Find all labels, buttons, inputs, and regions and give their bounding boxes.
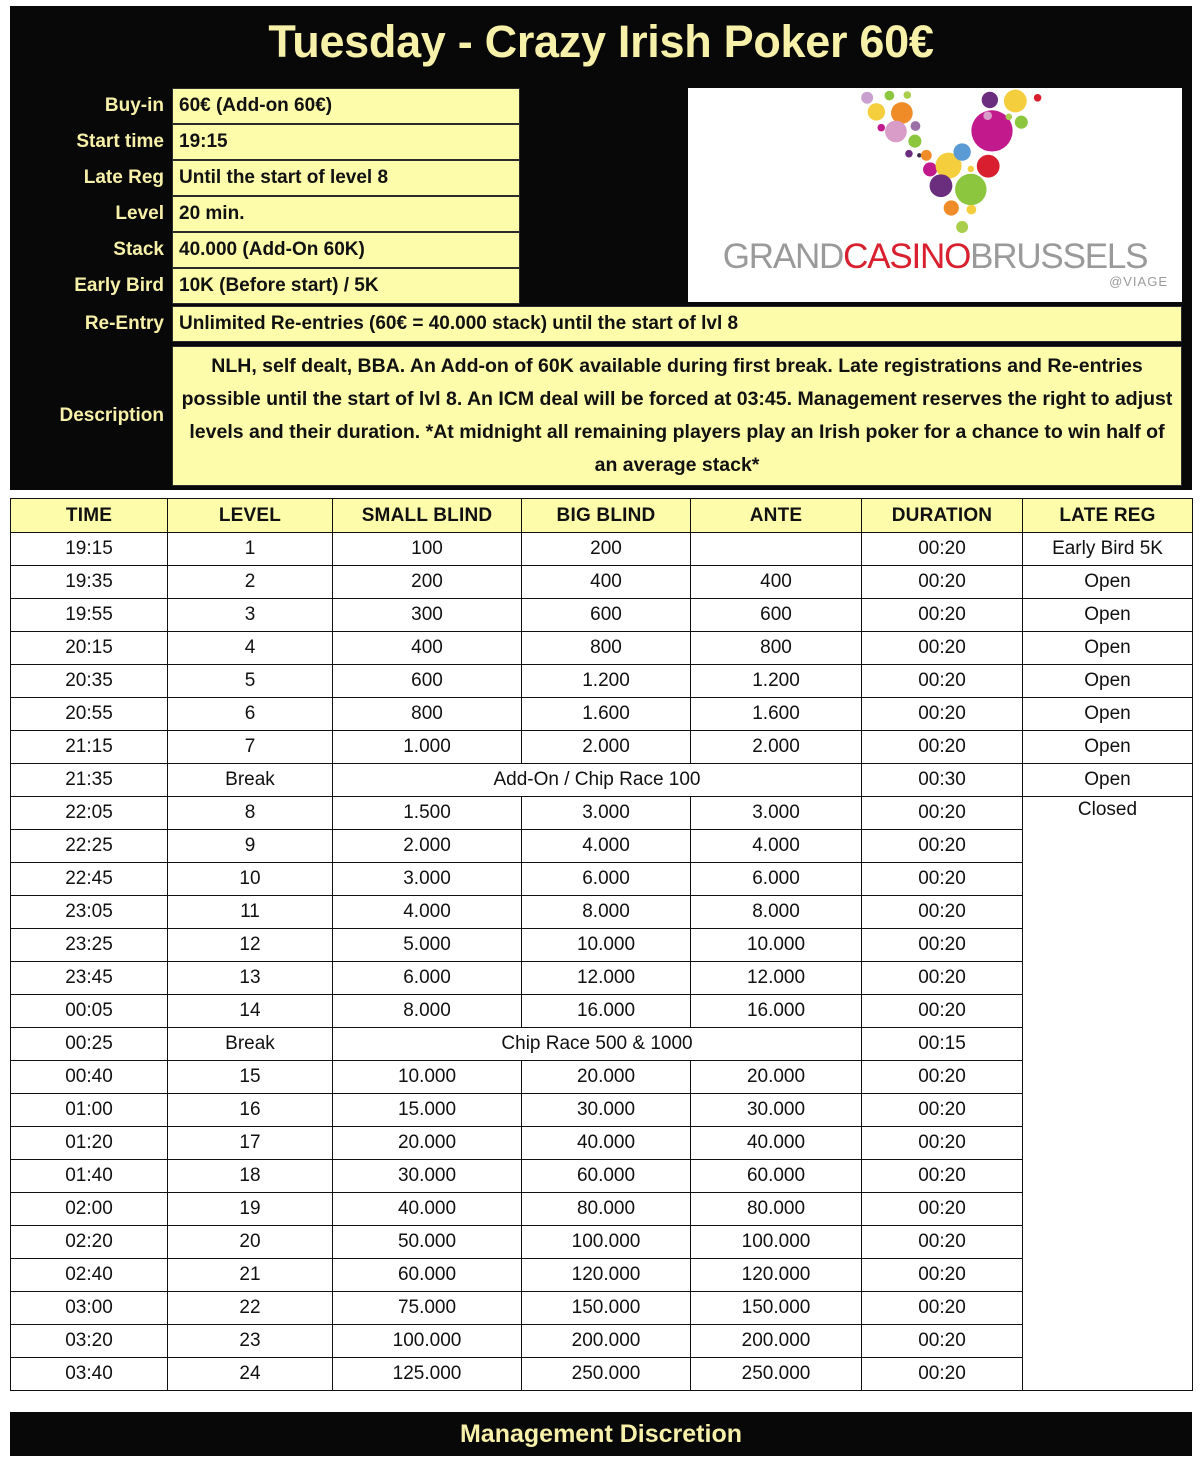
cell-small-blind: 4.000 [333,896,522,929]
table-row [11,1094,1193,1127]
cell-duration: 00:15 [862,1028,1023,1061]
info-label: Re-Entry [84,313,164,334]
cell-level: 3 [168,599,333,632]
cell-ante: 4.000 [691,830,862,863]
cell-duration: 00:20 [862,533,1023,566]
cell-small-blind: 300 [333,599,522,632]
table-header-row [11,499,1193,533]
cell-ante: 80.000 [691,1193,862,1226]
cell-small-blind: 60.000 [333,1259,522,1292]
cell-duration: 00:20 [862,731,1023,764]
cell-ante: 150.000 [691,1292,862,1325]
table-row [11,995,1193,1028]
cell-level: 13 [168,962,333,995]
blind-structure-table [10,498,1193,1391]
cell-small-blind: 75.000 [333,1292,522,1325]
cell-time: 00:40 [11,1061,168,1094]
cell-late-reg: Open [1023,632,1193,665]
cell-big-blind: 1.200 [522,665,691,698]
cell-break-note: Add-On / Chip Race 100 [333,764,862,797]
table-row [11,698,1193,731]
cell-small-blind: 10.000 [333,1061,522,1094]
cell-ante: 2.000 [691,731,862,764]
cell-time: 19:55 [11,599,168,632]
cell-break-note: Chip Race 500 & 1000 [333,1028,862,1061]
cell-level: 16 [168,1094,333,1127]
cell-small-blind: 400 [333,632,522,665]
cell-small-blind: 3.000 [333,863,522,896]
cell-small-blind: 200 [333,566,522,599]
cell-duration: 00:20 [862,1325,1023,1358]
cell-big-blind: 16.000 [522,995,691,1028]
table-row [11,665,1193,698]
table-row [11,1160,1193,1193]
cell-late-reg: Open [1023,764,1193,797]
cell-time: 02:00 [11,1193,168,1226]
cell-time: 01:40 [11,1160,168,1193]
table-row [11,830,1193,863]
info-value: Until the start of level 8 [172,160,520,196]
logo-tagline: @VIAGE [1109,274,1168,289]
cell-level-break: Break [168,1028,333,1061]
cell-duration: 00:20 [862,830,1023,863]
logo-word-grand: GRAND [722,237,844,276]
cell-time: 00:25 [11,1028,168,1061]
cell-time: 23:25 [11,929,168,962]
cell-time: 21:35 [11,764,168,797]
cell-time: 22:25 [11,830,168,863]
cell-time: 01:00 [11,1094,168,1127]
cell-time: 20:35 [11,665,168,698]
cell-small-blind: 100.000 [333,1325,522,1358]
cell-ante [691,533,862,566]
cell-ante: 8.000 [691,896,862,929]
column-header-duration: DURATION [862,499,1023,533]
logo-v-dots-icon [688,88,1182,240]
cell-late-reg: Early Bird 5K [1023,533,1193,566]
cell-level: 6 [168,698,333,731]
cell-big-blind: 6.000 [522,863,691,896]
cell-late-reg: Open [1023,731,1193,764]
cell-level: 9 [168,830,333,863]
cell-duration: 00:20 [862,1259,1023,1292]
cell-duration: 00:20 [862,665,1023,698]
cell-ante: 3.000 [691,797,862,830]
cell-ante: 6.000 [691,863,862,896]
logo-word-brussels: BRUSSELS [970,237,1148,276]
table-row [11,566,1193,599]
info-label: Stack [113,239,164,260]
cell-time: 03:00 [11,1292,168,1325]
cell-time: 02:20 [11,1226,168,1259]
cell-level: 21 [168,1259,333,1292]
break-row [11,764,1193,797]
table-row [11,1127,1193,1160]
table-row [11,1358,1193,1391]
cell-level: 8 [168,797,333,830]
cell-big-blind: 4.000 [522,830,691,863]
cell-ante: 400 [691,566,862,599]
cell-duration: 00:20 [862,962,1023,995]
cell-small-blind: 15.000 [333,1094,522,1127]
cell-small-blind: 800 [333,698,522,731]
cell-level: 1 [168,533,333,566]
cell-ante: 30.000 [691,1094,862,1127]
cell-level: 18 [168,1160,333,1193]
cell-level: 7 [168,731,333,764]
info-value: 19:15 [172,124,520,160]
cell-big-blind: 80.000 [522,1193,691,1226]
cell-duration: 00:20 [862,1127,1023,1160]
column-header-time: TIME [11,499,168,533]
info-label: Late Reg [83,167,164,188]
cell-big-blind: 60.000 [522,1160,691,1193]
table-row [11,929,1193,962]
cell-level: 24 [168,1358,333,1391]
cell-ante: 250.000 [691,1358,862,1391]
table-row [11,1259,1193,1292]
info-value: 60€ (Add-on 60€) [172,88,520,124]
info-value: 10K (Before start) / 5K [172,268,520,304]
cell-big-blind: 30.000 [522,1094,691,1127]
logo-word-casino: CASINO [843,237,971,276]
cell-big-blind: 10.000 [522,929,691,962]
cell-big-blind: 2.000 [522,731,691,764]
cell-small-blind: 40.000 [333,1193,522,1226]
cell-duration: 00:20 [862,698,1023,731]
cell-time: 00:05 [11,995,168,1028]
cell-big-blind: 250.000 [522,1358,691,1391]
cell-duration: 00:20 [862,995,1023,1028]
cell-small-blind: 100 [333,533,522,566]
cell-big-blind: 200.000 [522,1325,691,1358]
cell-duration: 00:20 [862,566,1023,599]
cell-small-blind: 8.000 [333,995,522,1028]
cell-duration: 00:30 [862,764,1023,797]
cell-duration: 00:20 [862,632,1023,665]
info-label: Start time [76,131,164,152]
cell-ante: 800 [691,632,862,665]
cell-big-blind: 150.000 [522,1292,691,1325]
table-row [11,632,1193,665]
cell-small-blind: 125.000 [333,1358,522,1391]
cell-time: 22:45 [11,863,168,896]
cell-level: 2 [168,566,333,599]
table-row [11,1226,1193,1259]
cell-big-blind: 20.000 [522,1061,691,1094]
cell-time: 23:45 [11,962,168,995]
cell-small-blind: 5.000 [333,929,522,962]
cell-small-blind: 20.000 [333,1127,522,1160]
column-header-big-blind: BIG BLIND [522,499,691,533]
cell-time: 22:05 [11,797,168,830]
cell-duration: 00:20 [862,863,1023,896]
table-row [11,533,1193,566]
page-title: Tuesday - Crazy Irish Poker 60€ [268,16,934,67]
cell-big-blind: 3.000 [522,797,691,830]
cell-duration: 00:20 [862,797,1023,830]
cell-ante: 40.000 [691,1127,862,1160]
description-text: NLH, self dealt, BBA. An Add-on of 60K available during first break. Late registrations and Re-entries possible until the start of lvl 8. An ICM deal will be forced at 03:45. Management reserves the right to adjust levels and their duration. *At midnight all remaining players play an Irish poker for a chance to win half of an average stack* [172,346,1182,486]
break-row [11,1028,1193,1061]
cell-duration: 00:20 [862,1193,1023,1226]
cell-big-blind: 400 [522,566,691,599]
cell-ante: 16.000 [691,995,862,1028]
cell-level: 5 [168,665,333,698]
cell-ante: 1.600 [691,698,862,731]
table-row [11,1292,1193,1325]
table-row [11,863,1193,896]
description-label: Description [59,405,164,426]
table-row [11,731,1193,764]
cell-ante: 200.000 [691,1325,862,1358]
cell-big-blind: 8.000 [522,896,691,929]
cell-late-reg: Open [1023,599,1193,632]
info-value: 40.000 (Add-On 60K) [172,232,520,268]
info-row [10,306,1192,342]
cell-level: 20 [168,1226,333,1259]
cell-small-blind: 6.000 [333,962,522,995]
cell-big-blind: 600 [522,599,691,632]
cell-duration: 00:20 [862,1226,1023,1259]
cell-duration: 00:20 [862,896,1023,929]
cell-small-blind: 600 [333,665,522,698]
cell-small-blind: 30.000 [333,1160,522,1193]
cell-small-blind: 1.000 [333,731,522,764]
table-body [11,533,1193,1391]
cell-big-blind: 800 [522,632,691,665]
cell-big-blind: 100.000 [522,1226,691,1259]
cell-duration: 00:20 [862,1358,1023,1391]
cell-ante: 10.000 [691,929,862,962]
cell-late-reg: Open [1023,566,1193,599]
casino-logo [688,88,1182,302]
cell-duration: 00:20 [862,1061,1023,1094]
cell-level: 22 [168,1292,333,1325]
info-label: Buy-in [104,95,164,116]
cell-duration: 00:20 [862,1160,1023,1193]
info-label: Early Bird [74,275,164,296]
table-header [11,499,1193,533]
table-row [11,599,1193,632]
table-row [11,962,1193,995]
cell-duration: 00:20 [862,1094,1023,1127]
column-header-small-blind: SMALL BLIND [333,499,522,533]
cell-level: 12 [168,929,333,962]
info-value: 20 min. [172,196,520,232]
description-row [10,346,1192,486]
column-header-ante: ANTE [691,499,862,533]
cell-ante: 12.000 [691,962,862,995]
table-row [11,797,1193,830]
cell-ante: 60.000 [691,1160,862,1193]
table-row [11,1325,1193,1358]
cell-time: 23:05 [11,896,168,929]
cell-late-reg: Open [1023,665,1193,698]
cell-big-blind: 1.600 [522,698,691,731]
column-header-late-reg: LATE REG [1023,499,1193,533]
cell-ante: 20.000 [691,1061,862,1094]
cell-time: 19:15 [11,533,168,566]
cell-level: 17 [168,1127,333,1160]
cell-level: 14 [168,995,333,1028]
table-row [11,1193,1193,1226]
cell-ante: 600 [691,599,862,632]
cell-level: 19 [168,1193,333,1226]
info-label: Level [115,203,164,224]
cell-ante: 100.000 [691,1226,862,1259]
info-value: Unlimited Re-entries (60€ = 40.000 stack) until the start of lvl 8 [172,306,1182,342]
cell-duration: 00:20 [862,599,1023,632]
cell-ante: 1.200 [691,665,862,698]
column-header-level: LEVEL [168,499,333,533]
footer-note: Management Discretion [10,1412,1192,1456]
cell-big-blind: 120.000 [522,1259,691,1292]
table-row [11,896,1193,929]
cell-time: 20:15 [11,632,168,665]
cell-time: 02:40 [11,1259,168,1292]
table-row [11,1061,1193,1094]
cell-level: 4 [168,632,333,665]
header-panel [10,6,1192,490]
cell-small-blind: 50.000 [333,1226,522,1259]
cell-time: 03:20 [11,1325,168,1358]
cell-ante: 120.000 [691,1259,862,1292]
cell-level: 15 [168,1061,333,1094]
cell-level: 10 [168,863,333,896]
cell-small-blind: 2.000 [333,830,522,863]
cell-late-reg: Open [1023,698,1193,731]
logo-wordmark [688,236,1182,278]
cell-big-blind: 12.000 [522,962,691,995]
cell-level-break: Break [168,764,333,797]
cell-time: 19:35 [11,566,168,599]
cell-level: 23 [168,1325,333,1358]
cell-duration: 00:20 [862,1292,1023,1325]
cell-big-blind: 40.000 [522,1127,691,1160]
cell-time: 21:15 [11,731,168,764]
cell-duration: 00:20 [862,929,1023,962]
cell-big-blind: 200 [522,533,691,566]
cell-small-blind: 1.500 [333,797,522,830]
cell-time: 01:20 [11,1127,168,1160]
cell-level: 11 [168,896,333,929]
cell-time: 20:55 [11,698,168,731]
cell-late-reg-closed: Closed [1023,797,1193,1391]
cell-time: 03:40 [11,1358,168,1391]
